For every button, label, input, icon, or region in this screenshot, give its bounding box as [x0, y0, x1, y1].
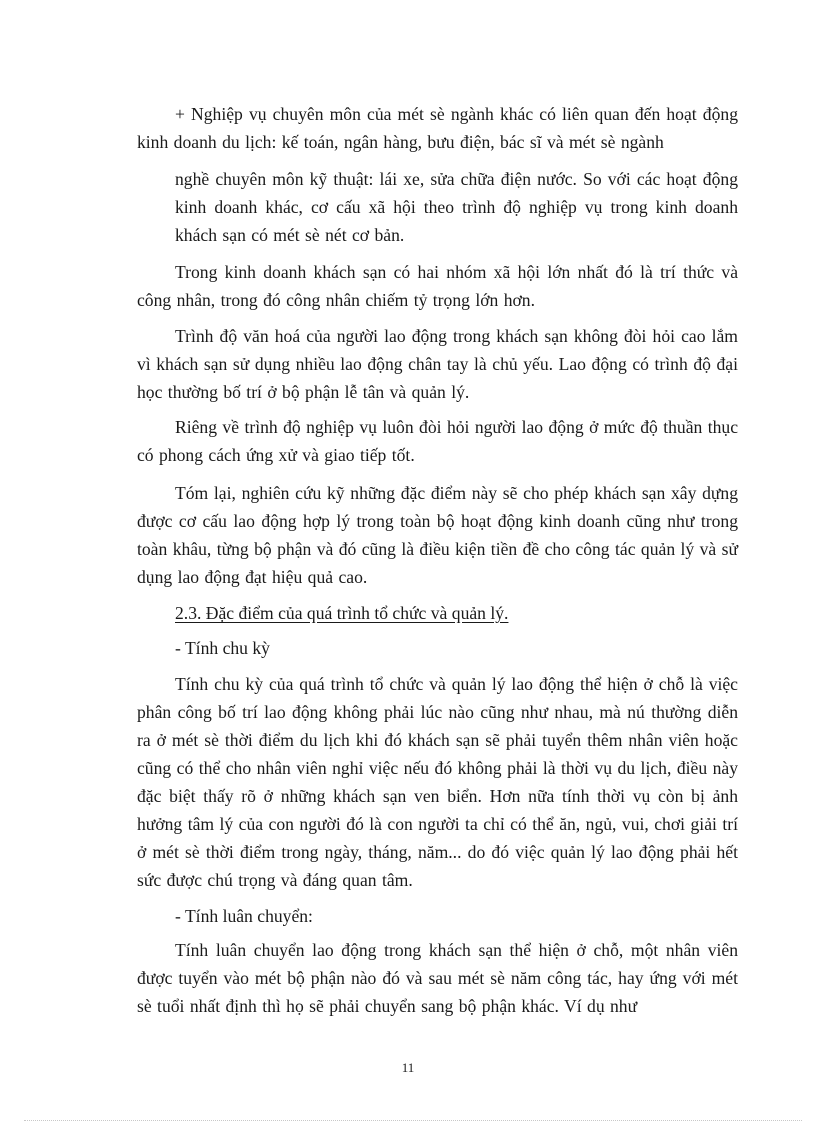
- paragraph-rotation: Tính luân chuyển lao động trong khách sạn thể hiện ở chỗ, một nhân viên được tuyển vào mét bộ phận nào đó và sau mét sè năm công tác, hay ứng với mét sè tuổi nhất định thì họ sẽ phải chuyển sang bộ phận khác. Ví dụ như: [137, 940, 738, 1016]
- paragraph-social-groups: Trong kinh doanh khách sạn có hai nhóm xã hội lớn nhất đó là trí thức và công nhân, trong đó công nhân chiếm tỷ trọng lớn hơn.: [137, 262, 738, 310]
- subheading-rotation: - Tính luân chuyển:: [175, 906, 313, 926]
- page-bottom-edge: [24, 1120, 802, 1121]
- paragraph-technical-skills: nghề chuyên môn kỹ thuật: lái xe, sửa chữa điện nước. So với các hoạt động kinh doanh khác, cơ cấu xã hội theo trình độ nghiệp vụ trong kinh doanh khách sạn có mét sè nét cơ bản.: [175, 169, 738, 245]
- paragraph-summary: Tóm lại, nghiên cứu kỹ những đặc điểm này sẽ cho phép khách sạn xây dựng được cơ cấu lao động hợp lý trong toàn bộ hoạt động kinh doanh cũng như trong toàn khâu, từng bộ phận và đó cũng là điều kiện tiền đề cho công tác quản lý và sử dụng lao động đạt hiệu quả cao.: [137, 483, 738, 587]
- section-heading: 2.3. Đặc điểm của quá trình tổ chức và quản lý.: [175, 603, 509, 623]
- paragraph-skill-level: Riêng về trình độ nghiệp vụ luôn đòi hỏi người lao động ở mức độ thuần thục có phong cách ứng xử và giao tiếp tốt.: [137, 417, 738, 465]
- paragraph-cyclicity: Tính chu kỳ của quá trình tổ chức và quản lý lao động thể hiện ở chỗ là việc phân công bố trí lao động không phải lúc nào cũng như nhau, mà nú thường diễn ra ở mét sè thời điểm du lịch khi đó khách sạn sẽ phải tuyển thêm nhân viên hoặc cũng có thể cho nhân viên nghỉ việc nếu đó không phải là thời vụ du lịch, điều này đặc biệt thấy rõ ở những khách sạn ven biển. Hơn nữa tính thời vụ còn bị ảnh hưởng tâm lý của con người đó là con người ta chỉ có thể ăn, ngủ, vui, chơi giải trí ở mét sè thời điểm trong ngày, tháng, năm... do đó việc quản lý lao động phải hết sức được chú trọng và đáng quan tâm.: [137, 674, 738, 890]
- paragraph-education-level: Trình độ văn hoá của người lao động trong khách sạn không đòi hỏi cao lắm vì khách sạn sử dụng nhiều lao động chân tay là chủ yếu. Lao động có trình độ đại học thường bố trí ở bộ phận lễ tân và quản lý.: [137, 326, 738, 402]
- paragraph-professional-skills: + Nghiệp vụ chuyên môn của mét sè ngành khác có liên quan đến hoạt động kinh doanh du lịch: kế toán, ngân hàng, bưu điện, bác sĩ và mét sè ngành: [137, 104, 738, 152]
- page-number: 11: [401, 1060, 415, 1075]
- subheading-cyclicity: - Tính chu kỳ: [175, 638, 270, 658]
